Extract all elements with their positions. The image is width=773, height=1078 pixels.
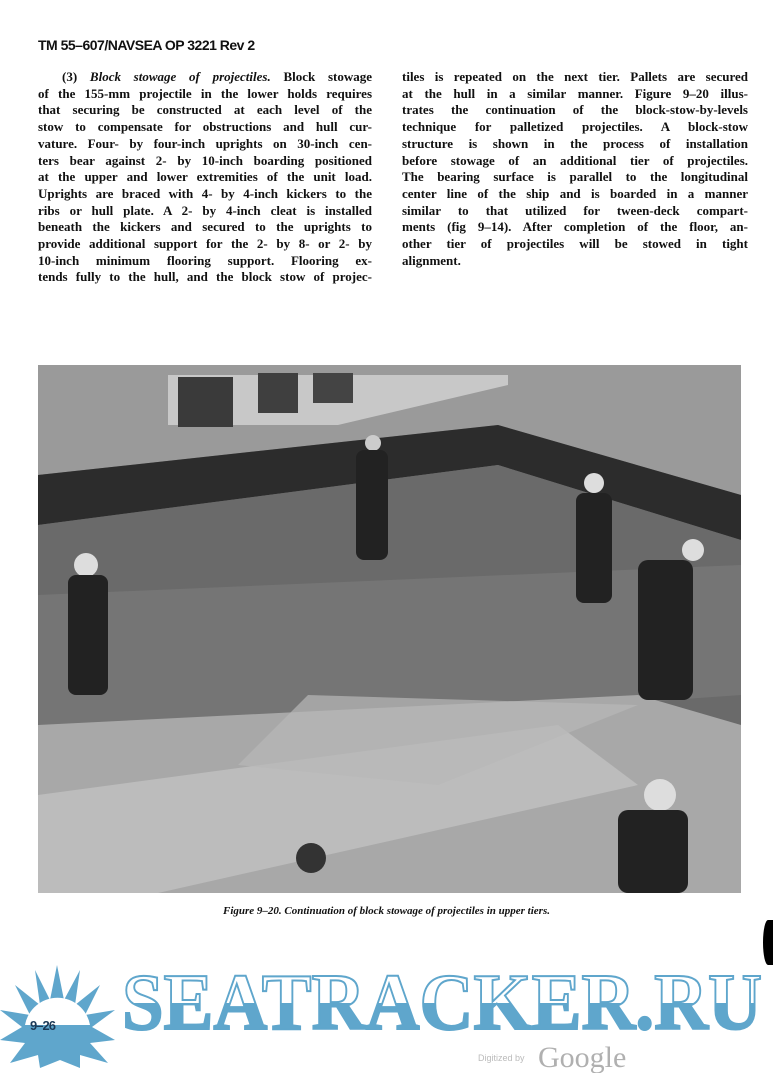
watermark bbox=[0, 955, 773, 1073]
paragraph-line: 10-inch minimum flooring support. Flooring ex- bbox=[38, 252, 372, 268]
paragraph-line: Uprights are braced with 4- by 4-inch kickers to the bbox=[38, 185, 372, 201]
paragraph-line: trates the continuation of the block-stow-by-levels bbox=[402, 102, 748, 118]
sun-icon bbox=[0, 965, 115, 1068]
paragraph-line: of the 155-mm projectile in the lower holds requires bbox=[38, 85, 372, 101]
paragraph-line: tends fully to the hull, and the block stow of projec- bbox=[38, 269, 372, 285]
right-column bbox=[402, 69, 748, 269]
paragraph-line: structure is shown in the process of installation bbox=[402, 135, 748, 151]
paragraph-number: (3) bbox=[62, 69, 78, 84]
paragraph-heading: Block stowage of projectiles. bbox=[89, 69, 271, 84]
document-header: TM 55–607/NAVSEA OP 3221 Rev 2 bbox=[38, 37, 255, 53]
paragraph-line: before stowage of an additional tier of projectiles. bbox=[402, 152, 748, 168]
paragraph-line: center line of the ship and is boarded in a manner bbox=[402, 185, 748, 201]
paragraph-line: similar to that utilized for tween-deck compart- bbox=[402, 202, 748, 218]
paragraph-line: The bearing surface is parallel to the longitudinal bbox=[402, 169, 748, 185]
paragraph-line: stow to compensate for obstructions and hull cur- bbox=[38, 119, 372, 135]
figure-photo bbox=[38, 365, 741, 893]
paragraph-line: other tier of projectiles will be stowed in tight bbox=[402, 236, 748, 252]
paragraph-line: beneath the kickers and secured to the uprights to bbox=[38, 219, 372, 235]
watermark-logo bbox=[0, 955, 773, 1073]
page-number: 9–26 bbox=[30, 1018, 55, 1033]
paragraph-line: at the upper and lower extremities of the unit load. bbox=[38, 169, 372, 185]
google-text: Google bbox=[538, 1041, 627, 1073]
paragraph-line: ribs or hull plate. A 2- by 4-inch cleat is installed bbox=[38, 202, 372, 218]
ship-hold-photo bbox=[38, 365, 741, 893]
figure-caption: Figure 9–20. Continuation of block stowage of projectiles in upper tiers. bbox=[223, 905, 550, 917]
left-column bbox=[38, 69, 372, 286]
watermark-text: SEATRACKER.RU bbox=[122, 959, 762, 1047]
paragraph-line: ments (fig 9–14). After completion of the floor, an- bbox=[402, 219, 748, 235]
paragraph-line: alignment. bbox=[402, 252, 461, 268]
paragraph-line: technique for palletized projectiles. A block-stow bbox=[402, 119, 748, 135]
paragraph-line: ters bear against 2- by 10-inch boarding positioned bbox=[38, 152, 372, 168]
paragraph-line: provide additional support for the 2- by 8- or 2- by bbox=[38, 236, 372, 252]
paragraph-line: vature. Four- by four-inch uprights on 30-inch cen- bbox=[38, 135, 372, 151]
line-text: Block stowage bbox=[270, 69, 373, 84]
paragraph-line: at the hull in a similar manner. Figure 9–20 illus- bbox=[402, 85, 748, 101]
paragraph-line bbox=[38, 69, 372, 86]
digitized-by-text: Digitized by bbox=[478, 1053, 525, 1063]
paragraph-line: tiles is repeated on the next tier. Pallets are secured bbox=[402, 69, 748, 84]
paragraph-line: that securing be constructed at each level of the bbox=[38, 102, 372, 118]
